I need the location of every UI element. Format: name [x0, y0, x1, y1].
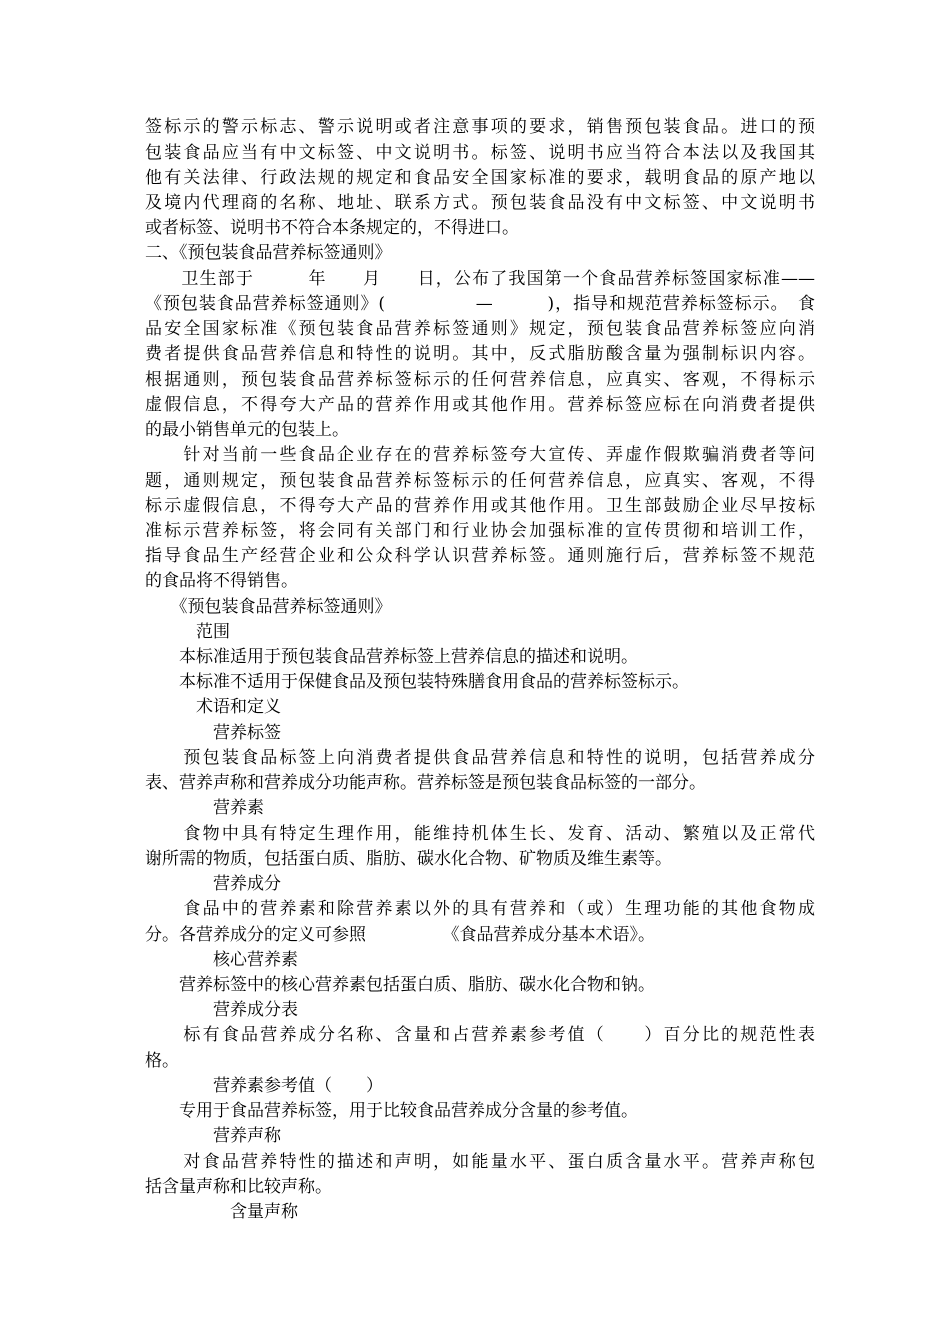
- body-text-line: 虚假信息，不得夸大产品的营养作用或其他作用。营养标签应标在向消费者提供: [145, 395, 815, 415]
- term-heading: 营养成分表: [145, 1000, 298, 1020]
- clause-heading: 术语和定义: [145, 697, 281, 717]
- body-text-line: 卫生部于 年 月 日，公布了我国第一个食品营养标签国家标准——: [145, 269, 815, 289]
- body-text-line: 签标示的警示标志、警示说明或者注意事项的要求，销售预包装食品。进口的预: [145, 117, 815, 137]
- body-text-line: 准标示营养标签，将会同有关部门和行业协会加强标准的宣传贯彻和培训工作，: [145, 521, 815, 541]
- subsection-title: 《预包装食品营养标签通则》: [145, 597, 392, 617]
- body-text-line: 及境内代理商的名称、地址、联系方式。预包装食品没有中文标签、中文说明书: [145, 193, 815, 213]
- body-text-line: 他有关法律、行政法规的规定和食品安全国家标准的要求，载明食品的原产地以: [145, 168, 815, 188]
- term-heading: 营养成分: [145, 874, 281, 894]
- body-text-line: 食品中的营养素和除营养素以外的具有营养和（或）生理功能的其他食物成: [145, 899, 815, 919]
- term-heading: 含量声称: [145, 1202, 298, 1222]
- body-text-line: 食物中具有特定生理作用，能维持机体生长、发育、活动、繁殖以及正常代: [145, 824, 815, 844]
- body-text-line: 题，通则规定，预包装食品营养标签标示的任何营养信息，应真实、客观，不得: [145, 471, 815, 491]
- body-text-line: 标示虚假信息，不得夸大产品的营养作用或其他作用。卫生部鼓励企业尽早按标: [145, 496, 815, 516]
- body-text-line: 对食品营养特性的描述和声明，如能量水平、蛋白质含量水平。营养声称包: [145, 1152, 815, 1172]
- body-text-line: 包装食品应当有中文标签、中文说明书。标签、说明书应当符合本法以及我国其: [145, 143, 815, 163]
- body-text-line: 针对当前一些食品企业存在的营养标签夸大宣传、弄虚作假欺骗消费者等问: [145, 445, 815, 465]
- body-text-line: 谢所需的物质，包括蛋白质、脂肪、碳水化合物、矿物质及维生素等。: [145, 849, 672, 869]
- body-text-line: 格。: [145, 1051, 179, 1071]
- body-text-line: 根据通则，预包装食品营养标签标示的任何营养信息，应真实、客观，不得标示: [145, 370, 815, 390]
- body-text-line: 或者标签、说明书不符合本条规定的，不得进口。: [145, 218, 519, 238]
- body-text-line: 本标准不适用于保健食品及预包装特殊膳食用食品的营养标签标示。: [145, 672, 689, 692]
- body-text-line: 品安全国家标准《预包装食品营养标签通则》规定，预包装食品营养标签应向消: [145, 319, 815, 339]
- section-heading: 二、《预包装食品营养标签通则》: [145, 243, 392, 263]
- term-heading: 核心营养素: [145, 950, 298, 970]
- clause-heading: 范围: [145, 622, 230, 642]
- body-text-line: 分。各营养成分的定义可参照 《食品营养成分基本术语》。: [145, 925, 655, 945]
- body-text-line: 费者提供食品营养信息和特性的说明。其中，反式脂肪酸含量为强制标识内容。: [145, 344, 815, 364]
- body-text-line: 的食品将不得销售。: [145, 571, 298, 591]
- body-text-line: 本标准适用于预包装食品营养标签上营养信息的描述和说明。: [145, 647, 638, 667]
- term-heading: 营养声称: [145, 1126, 281, 1146]
- body-text-line: 《预包装食品营养标签通则》( — )，指导和规范营养标签标示。 食: [145, 294, 815, 314]
- term-heading: 营养素: [145, 798, 264, 818]
- body-text-line: 营养标签中的核心营养素包括蛋白质、脂肪、碳水化合物和钠。: [145, 975, 655, 995]
- body-text-line: 括含量声称和比较声称。: [145, 1177, 332, 1197]
- body-text-line: 指导食品生产经营企业和公众科学认识营养标签。通则施行后，营养标签不规范: [145, 546, 815, 566]
- body-text-line: 表、营养声称和营养成分功能声称。营养标签是预包装食品标签的一部分。: [145, 773, 706, 793]
- term-heading: 营养素参考值（ ）: [145, 1076, 383, 1096]
- body-text-line: 专用于食品营养标签，用于比较食品营养成分含量的参考值。: [145, 1101, 638, 1121]
- body-text-line: 标有食品营养成分名称、含量和占营养素参考值（ ）百分比的规范性表: [145, 1025, 815, 1045]
- term-heading: 营养标签: [145, 723, 281, 743]
- body-text-line: 预包装食品标签上向消费者提供食品营养信息和特性的说明，包括营养成分: [145, 748, 815, 768]
- body-text-line: 的最小销售单元的包装上。: [145, 420, 349, 440]
